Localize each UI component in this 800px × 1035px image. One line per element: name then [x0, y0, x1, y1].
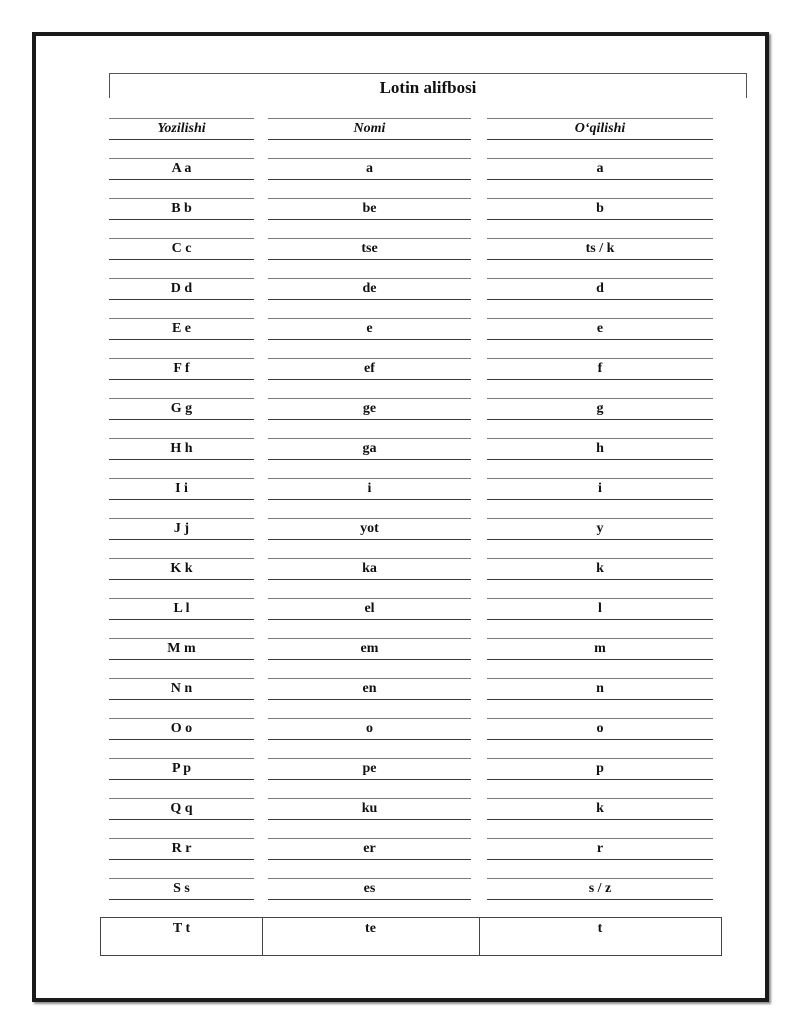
sound-cell [487, 638, 713, 678]
letter-cell-text: O o [170, 721, 193, 736]
sound-cell-text: n [596, 681, 604, 696]
name-cell [268, 238, 471, 278]
sound-cell-text: a [596, 161, 604, 176]
sound-cell: t [597, 921, 603, 936]
letter-cell-text: G g [170, 401, 193, 416]
name-cell [268, 518, 471, 558]
table-row [0, 398, 800, 438]
letter-cell-text: L l [173, 601, 190, 616]
name-cell-text: a [366, 161, 373, 176]
sound-cell-text: l [598, 601, 602, 616]
name-cell-text: ka [362, 561, 377, 576]
table-row [0, 678, 800, 718]
sound-cell-text: r [596, 841, 604, 856]
table-row [0, 478, 800, 518]
table-row [0, 238, 800, 278]
sound-cell [487, 478, 713, 518]
letter-cell-text: H h [170, 441, 193, 456]
letter-cell-text: F f [173, 361, 190, 376]
sound-cell [487, 598, 713, 638]
table-row [0, 518, 800, 558]
letter-cell-text: D d [170, 281, 193, 296]
name-cell [268, 198, 471, 238]
letter-cell [109, 358, 254, 398]
name-cell [268, 398, 471, 438]
name-cell: te [365, 921, 376, 936]
letter-cell-text: I i [175, 481, 188, 496]
name-cell-text: pe [362, 761, 377, 776]
name-cell [268, 678, 471, 718]
name-cell [268, 278, 471, 318]
table-row [0, 878, 800, 918]
sound-cell-text: h [596, 441, 604, 456]
name-cell-text: tse [361, 241, 378, 256]
name-cell [268, 798, 471, 838]
name-cell [268, 838, 471, 878]
name-cell [268, 318, 471, 358]
header-reading-label: O‘qilishi [574, 121, 626, 136]
table-row [0, 758, 800, 798]
sound-cell [487, 158, 713, 198]
name-cell-text: el [364, 601, 375, 616]
name-cell-text: ku [361, 801, 378, 816]
name-cell [268, 478, 471, 518]
sound-cell [487, 758, 713, 798]
sound-cell-text: g [596, 401, 604, 416]
letter-cell-text: E e [171, 321, 192, 336]
letter-cell [109, 758, 254, 798]
name-cell [268, 558, 471, 598]
letter-cell [109, 438, 254, 478]
name-cell-text: ef [364, 361, 375, 376]
sound-cell-text: m [594, 641, 606, 656]
table-row [0, 638, 800, 678]
sound-cell [487, 198, 713, 238]
sound-cell-text: o [596, 721, 604, 736]
sound-cell-text: ts / k [585, 241, 615, 256]
name-cell-text: em [360, 641, 379, 656]
name-cell-text: er [363, 841, 376, 856]
title-box [109, 73, 747, 98]
table-row [0, 438, 800, 478]
letter-cell [109, 198, 254, 238]
letter-cell-text: P p [171, 761, 192, 776]
header-cell-reading [487, 118, 713, 158]
table-row [0, 838, 800, 878]
table-row [0, 358, 800, 398]
header-cell-name [268, 118, 471, 158]
sound-cell-text: i [598, 481, 602, 496]
name-cell [268, 158, 471, 198]
letter-cell [109, 798, 254, 838]
letter-cell-text: B b [171, 201, 192, 216]
sound-cell-text: p [596, 761, 604, 776]
sound-cell-text: d [596, 281, 604, 296]
table-row [0, 798, 800, 838]
name-cell [268, 638, 471, 678]
letter-cell-text: Q q [170, 801, 193, 816]
letter-cell-text: S s [173, 881, 190, 896]
letter-cell [109, 278, 254, 318]
sound-cell [487, 678, 713, 718]
letter-cell [109, 398, 254, 438]
name-cell-text: ga [362, 441, 377, 456]
name-cell-text: de [362, 281, 377, 296]
table-row [0, 318, 800, 358]
sound-cell [487, 798, 713, 838]
letter-cell-text: M m [167, 641, 196, 656]
name-cell-text: yot [360, 521, 379, 536]
letter-cell [109, 318, 254, 358]
name-cell-text: o [366, 721, 373, 736]
sound-cell [487, 518, 713, 558]
table-header-row [0, 118, 800, 158]
sound-cell-text: k [596, 801, 604, 816]
letter-cell: T t [172, 921, 191, 936]
letter-cell-text: A a [171, 161, 192, 176]
sound-cell [487, 318, 713, 358]
name-cell-text: ge [362, 401, 377, 416]
page-title: Lotin alifbosi [379, 78, 477, 97]
name-cell [268, 598, 471, 638]
name-cell [268, 718, 471, 758]
letter-cell [109, 678, 254, 718]
table-row [0, 158, 800, 198]
name-cell [268, 878, 471, 918]
table-row [0, 598, 800, 638]
letter-cell [109, 718, 254, 758]
name-cell-text: i [367, 481, 372, 496]
sound-cell-text: s / z [588, 881, 612, 896]
table-row-last [100, 917, 722, 956]
letter-cell [109, 478, 254, 518]
sound-cell-text: e [596, 321, 604, 336]
name-cell [268, 438, 471, 478]
name-cell-text: e [366, 321, 373, 336]
letter-cell [109, 518, 254, 558]
sound-cell [487, 718, 713, 758]
letter-cell-text: R r [171, 841, 192, 856]
letter-cell-text: J j [173, 521, 190, 536]
sound-cell [487, 358, 713, 398]
sound-cell [487, 438, 713, 478]
letter-cell [109, 558, 254, 598]
sound-cell-text: k [596, 561, 604, 576]
sound-cell [487, 878, 713, 918]
sound-cell [487, 398, 713, 438]
name-cell [268, 358, 471, 398]
letter-cell [109, 158, 254, 198]
sound-cell-text: f [597, 361, 603, 376]
table-row [0, 718, 800, 758]
sound-cell [487, 278, 713, 318]
table-row [0, 198, 800, 238]
sound-cell-text: b [596, 201, 604, 216]
letter-cell [109, 878, 254, 918]
header-cell-writing [109, 118, 254, 158]
letter-cell [109, 238, 254, 278]
table-row [0, 558, 800, 598]
letter-cell [109, 598, 254, 638]
name-cell-text: be [362, 201, 377, 216]
letter-cell [109, 638, 254, 678]
letter-cell-text: K k [170, 561, 193, 576]
letter-cell [109, 838, 254, 878]
name-cell-text: en [362, 681, 377, 696]
letter-cell-text: N n [170, 681, 193, 696]
name-cell [268, 758, 471, 798]
sound-cell-text: y [596, 521, 604, 536]
table-row [0, 278, 800, 318]
header-writing-label: Yozilishi [157, 121, 206, 136]
sound-cell [487, 238, 713, 278]
name-cell-text: es [363, 881, 376, 896]
header-name-label: Nomi [353, 121, 386, 136]
letter-cell-text: C c [171, 241, 192, 256]
sound-cell [487, 558, 713, 598]
sound-cell [487, 838, 713, 878]
